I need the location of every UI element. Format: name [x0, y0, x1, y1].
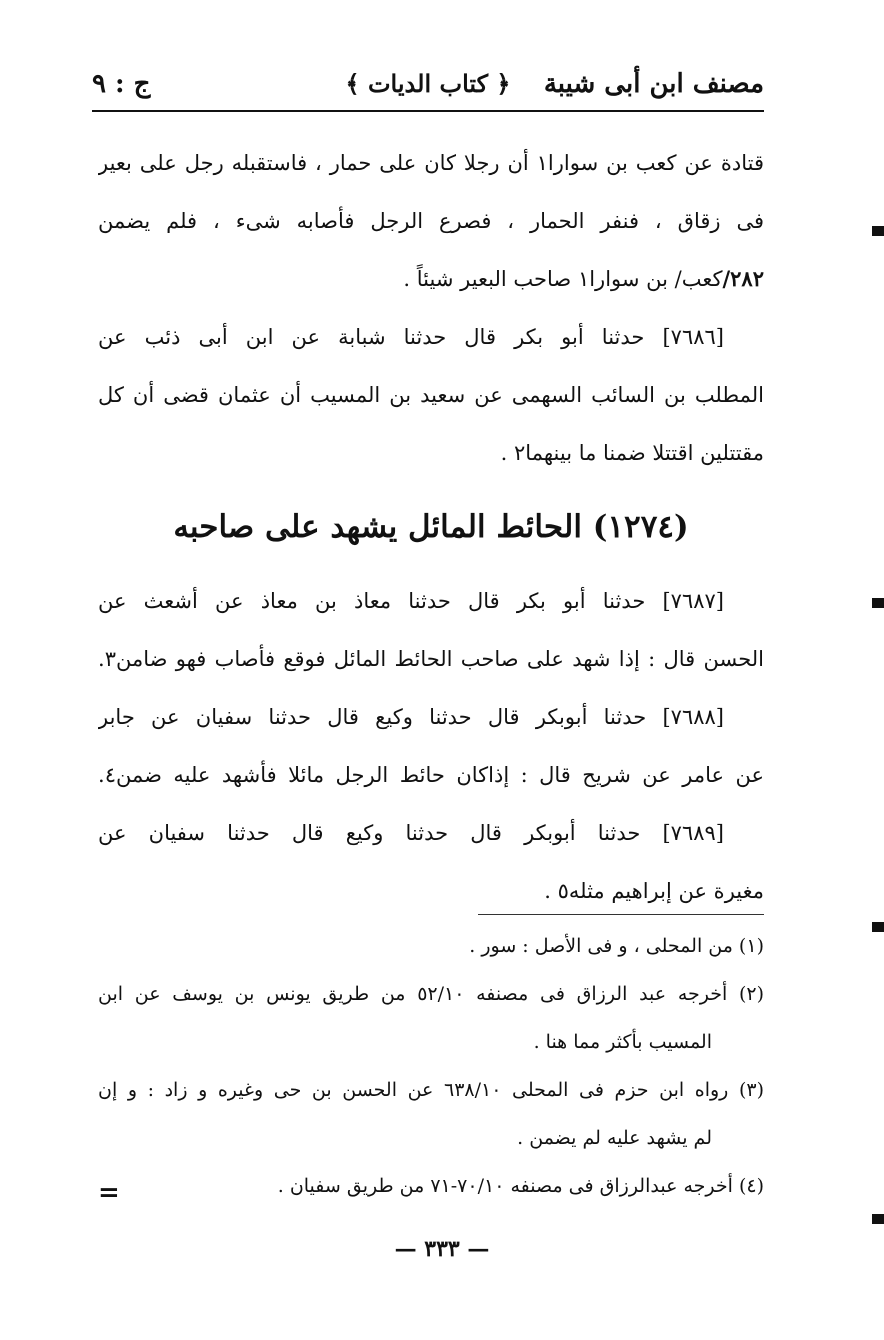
- footnotes: [98, 922, 764, 1210]
- scan-edge-mark: [872, 922, 884, 932]
- continuation-mark: =: [98, 1178, 120, 1208]
- header-rule: [92, 110, 764, 112]
- hadith-line: مغيرة عن إبراهيم مثله٥ .: [544, 879, 764, 903]
- book-title: مصنف ابن أبى شيبة: [543, 69, 764, 99]
- footnote-3-continuation: لم يشهد عليه لم يضمن .: [517, 1127, 712, 1149]
- scan-edge-mark: [872, 1214, 884, 1224]
- running-header: [92, 64, 764, 108]
- hadith-7686-line: مقتتلين اقتتلا ضمنا ما بينهما٢ .: [500, 441, 764, 465]
- text-line-with-margin-number: [98, 250, 764, 308]
- scan-edge-mark: [872, 598, 884, 608]
- section-title: ﴿ كتاب الديات ﴾: [345, 69, 511, 98]
- footnote-rule: [478, 914, 764, 915]
- hadith-line: [٧٦٨٨] حدثنا أبوبكر قال حدثنا وكيع قال حدثنا سفيان عن جابر: [98, 705, 724, 729]
- hadith-7686-line: [٧٦٨٦] حدثنا أبو بكر قال حدثنا شبابة عن ابن أبى ذئب عن: [98, 325, 724, 349]
- text-line: فى زقاق ، فنفر الحمار ، فصرع الرجل فأصابه شىء ، فلم يضمن: [98, 209, 764, 233]
- hadith-line: [٧٦٨٧] حدثنا أبو بكر قال حدثنا معاذ بن معاذ عن أشعث عن: [98, 589, 724, 613]
- footnote-3: (٣) رواه ابن حزم فى المحلى ٦٣٨/١٠ عن الحسن بن حى وغيره و زاد : و إن: [98, 1079, 764, 1101]
- hadith-line: عن عامر عن شريح قال : إذاكان حائط الرجل مائلا فأشهد عليه ضمن٤.: [98, 763, 764, 787]
- text-line: قتادة عن كعب بن سوارا١ أن رجلا كان على حمار ، فاستقبله رجل على بعير: [98, 151, 764, 175]
- scan-edge-mark: [872, 226, 884, 236]
- hadith-line: الحسن قال : إذا شهد على صاحب الحائط المائل فوقع فأصاب فهو ضامن٣.: [98, 647, 764, 671]
- volume-number: ج : ٩: [92, 69, 151, 99]
- footnote-2: (٢) أخرجه عبد الرزاق فى مصنفه ٥٢/١٠ من طريق يونس بن يوسف عن ابن: [98, 983, 764, 1005]
- hadith-7686-line: المطلب بن السائب السهمى عن سعيد بن المسيب أن عثمان قضى أن كل: [98, 383, 764, 407]
- main-text: [98, 134, 764, 920]
- text-line-content: كعب/ بن سوارا١ صاحب البعير شيئاً .: [403, 267, 723, 291]
- footnote-2-continuation: المسيب بأكثر مما هنا .: [533, 1031, 712, 1053]
- chapter-heading: (١٢٧٤) الحائط المائل يشهد على صاحبه: [173, 509, 689, 545]
- footnote-1: (١) من المحلى ، و فى الأصل : سور .: [469, 935, 764, 957]
- page-number: — ٣٣٣ —: [394, 1236, 490, 1262]
- margin-number: ٢٨٢/: [722, 266, 764, 291]
- hadith-line: [٧٦٨٩] حدثنا أبوبكر قال حدثنا وكيع قال حدثنا سفيان عن: [98, 821, 724, 845]
- footnote-4: (٤) أخرجه عبدالرزاق فى مصنفه ٧٠/١٠-٧١ من طريق سفيان .: [277, 1175, 764, 1197]
